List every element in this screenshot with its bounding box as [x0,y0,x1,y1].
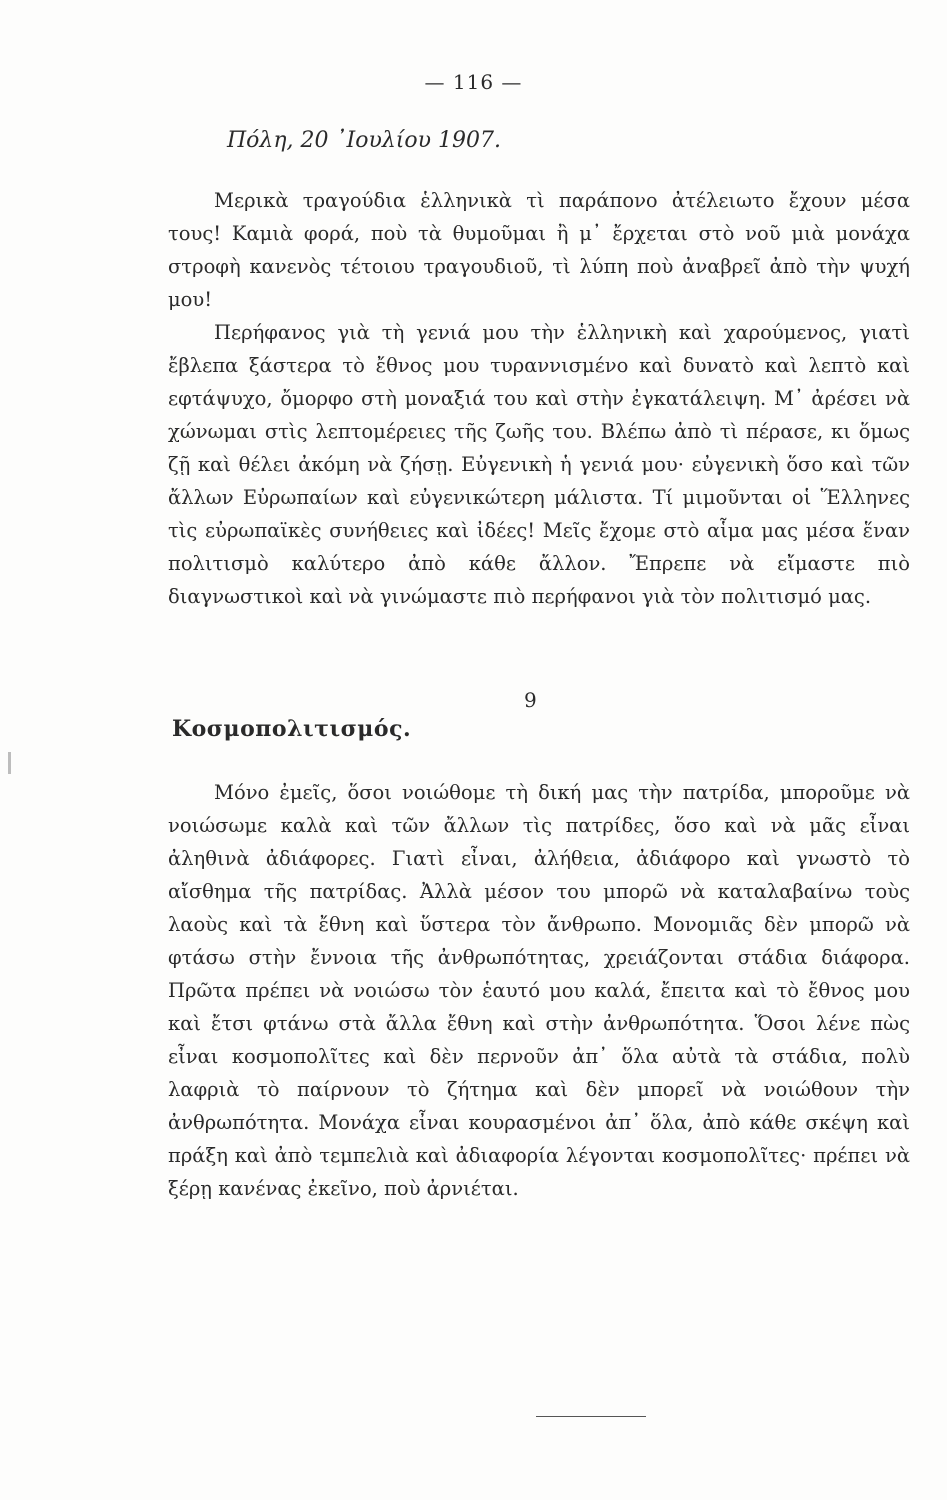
section-1-body [168,184,910,613]
section-2-body [168,776,910,1205]
margin-mark [8,752,11,774]
dateline: Πόλη, 20 ᾿Ιουλίου 1907. [227,128,502,153]
section-title: Κοσμοπολιτισμός. [172,716,412,742]
paragraph: Περήφανος γιὰ τὴ γενιά μου τὴν ἑλληνικὴ καὶ χαρούμενος, γιατὶ ἔβλεπα ξάστερα τὸ ἔθνος μου τυραννισμένο καὶ δυνατὸ καὶ λεπτὸ καὶ εφτάψυχο, ὄμορφο στὴ μοναξιά του καὶ στὴν ἐγκατάλειψη. Μ᾿ ἀρέσει νὰ χώνωμαι στὶς λεπτομέρειες τῆς ζωῆς του. Βλέπω ἀπὸ τὶ πέρασε, κι ὅμως ζῇ καὶ θέλει ἀκόμη νὰ ζήσῃ. Εὐγενικὴ ἡ γενιά μου· εὐγενικὴ ὅσο καὶ τῶν ἄλλων Εὐρωπαίων καὶ εὐγενικώτερη μάλιστα. Τί μιμοῦνται οἱ Ἕλληνες τὶς εὐρωπαϊκὲς συνήθειες καὶ ἰδέες! Μεῖς ἔχομε στὸ αἷμα μας μέσα ἕναν πολιτισμὸ καλύτερο ἀπὸ κάθε ἄλλον. Ἔπρεπε νὰ εἴμαστε πιὸ διαγνωστικοὶ καὶ νὰ γινώμαστε πιὸ περήφανοι γιὰ τὸν πολιτισμό μας. [168,321,910,608]
section-number: 9 [524,688,537,712]
paragraph: Μόνο ἐμεῖς, ὅσοι νοιώθομε τὴ δική μας τὴν πατρίδα, μποροῦμε νὰ νοιώσωμε καλὰ καὶ τῶν ἄλλων τὶς πατρίδες, ὅσο καὶ νὰ μᾶς εἶναι ἀληθινὰ ἀδιάφορες. Γιατὶ εἶναι, ἀλήθεια, ἀδιάφορο καὶ γνωστὸ τὸ αἴσθημα τῆς πατρίδας. Ἀλλὰ μέσον του μπορῶ νὰ καταλαβαίνω τοὺς λαοὺς καὶ τὰ ἔθνη καὶ ὕστερα τὸν ἄνθρωπο. Μονομιᾶς δὲν μπορῶ νὰ φτάσω στὴν ἔννοια τῆς ἀνθρωπότητας, χρειάζονται στάδια διάφορα. Πρῶτα πρέπει νὰ νοιώσω τὸν ἑαυτό μου καλά, ἔπειτα καὶ τὸ ἔθνος μου καὶ ἔτσι φτάνω στὰ ἄλλα ἔθνη καὶ στὴν ἀνθρωπότητα. Ὅσοι λένε πὼς εἶναι κοσμοπολῖτες καὶ δὲν περνοῦν ἀπ᾿ ὅλα αὐτὰ τὰ στάδια, πολὺ λαφριὰ τὸ παίρνουν τὸ ζήτημα καὶ δὲν μπορεῖ νὰ νοιώθουν τὴν ἀνθρωπότητα. Μονάχα εἶναι κουρασμένοι ἀπ᾿ ὅλα, ἀπὸ κάθε σκέψη καὶ πράξη καὶ ἀπὸ τεμπελιὰ καὶ ἀδιαφορία λέγονται κοσμοπολῖτες· πρέπει νὰ ξέρῃ κανένας ἐκεῖνο, ποὺ ἀρνιέται. [168,781,910,1200]
end-rule-divider [536,1416,646,1417]
page-number: — 116 — [424,70,523,94]
paragraph: Μερικὰ τραγούδια ἑλληνικὰ τὶ παράπονο ἀτέλειωτο ἔχουν μέσα τους! Καμιὰ φορά, ποὺ τὰ θυμοῦμαι ἢ μ᾿ ἔρχεται στὸ νοῦ μιὰ μονάχα στροφὴ κανενὸς τέτοιου τραγουδιοῦ, τὶ λύπη ποὺ ἀναβρεῖ ἀπὸ τὴν ψυχή μου! [168,189,910,311]
